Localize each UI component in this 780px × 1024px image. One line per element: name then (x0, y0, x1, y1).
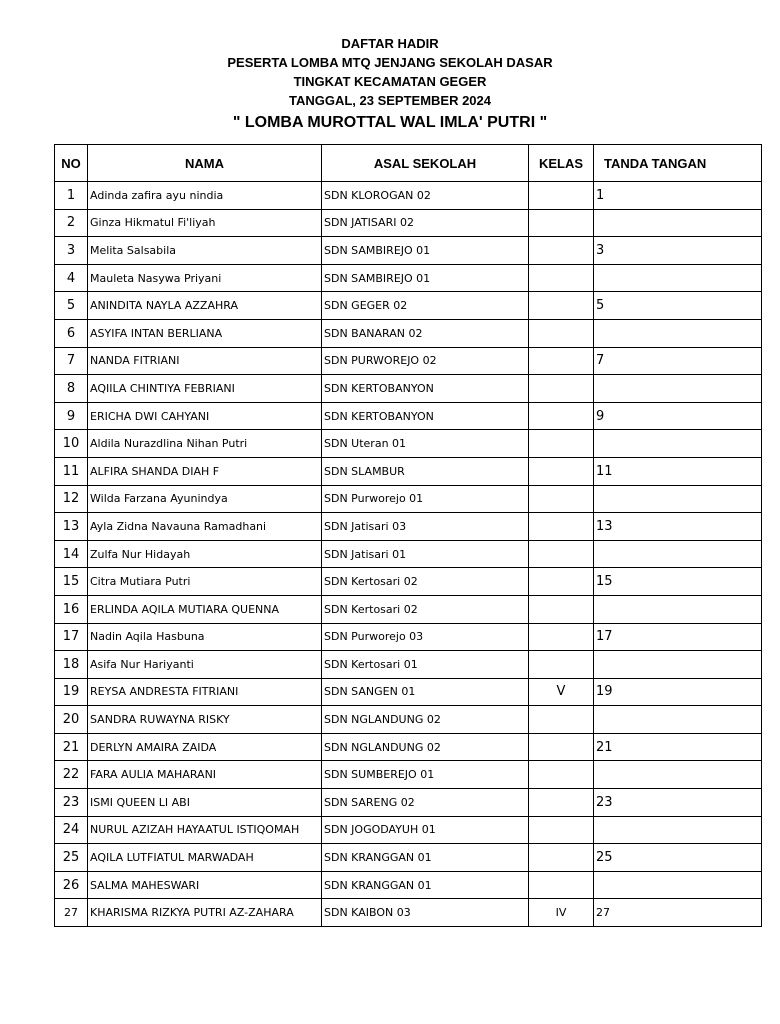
cell-asal-sekolah: SDN KRANGGAN 01 (322, 871, 529, 899)
cell-asal-sekolah: SDN JATISARI 02 (322, 209, 529, 237)
cell-kelas (529, 347, 594, 375)
cell-nama: ANINDITA NAYLA AZZAHRA (88, 292, 322, 320)
cell-no: 26 (55, 871, 88, 899)
cell-kelas (529, 816, 594, 844)
cell-no: 22 (55, 761, 88, 789)
table-row (55, 761, 762, 789)
cell-tanda-tangan (594, 871, 762, 899)
cell-nama: Adinda zafira ayu nindia (88, 182, 322, 210)
cell-no: 7 (55, 347, 88, 375)
cell-asal-sekolah: SDN Jatisari 03 (322, 513, 529, 541)
cell-tanda-tangan: 5 (594, 292, 762, 320)
cell-nama: Wilda Farzana Ayunindya (88, 485, 322, 513)
table-row (55, 706, 762, 734)
cell-kelas (529, 319, 594, 347)
cell-tanda-tangan: 17 (594, 623, 762, 651)
cell-kelas (529, 264, 594, 292)
cell-no: 21 (55, 733, 88, 761)
cell-tanda-tangan (594, 761, 762, 789)
cell-nama: Nadin Aqila Hasbuna (88, 623, 322, 651)
cell-nama: REYSA ANDRESTA FITRIANI (88, 678, 322, 706)
table-row (55, 430, 762, 458)
cell-asal-sekolah: SDN Purworejo 03 (322, 623, 529, 651)
cell-no: 5 (55, 292, 88, 320)
cell-no: 15 (55, 568, 88, 596)
attendance-table (54, 144, 762, 927)
cell-nama: ALFIRA SHANDA DIAH F (88, 457, 322, 485)
table-row (55, 264, 762, 292)
cell-tanda-tangan (594, 319, 762, 347)
cell-kelas (529, 375, 594, 403)
cell-asal-sekolah: SDN SANGEN 01 (322, 678, 529, 706)
cell-kelas (529, 540, 594, 568)
cell-asal-sekolah: SDN KLOROGAN 02 (322, 182, 529, 210)
cell-no: 18 (55, 651, 88, 679)
cell-no: 6 (55, 319, 88, 347)
cell-nama: ERLINDA AQILA MUTIARA QUENNA (88, 595, 322, 623)
cell-no: 17 (55, 623, 88, 651)
document-header (0, 34, 780, 134)
cell-asal-sekolah: SDN KRANGGAN 01 (322, 844, 529, 872)
cell-asal-sekolah: SDN SAMBIREJO 01 (322, 237, 529, 265)
table-row (55, 899, 762, 927)
cell-nama: KHARISMA RIZKYA PUTRI AZ-ZAHARA (88, 899, 322, 927)
cell-asal-sekolah: SDN Kertosari 02 (322, 595, 529, 623)
cell-no: 4 (55, 264, 88, 292)
cell-nama: ISMI QUEEN LI ABI (88, 789, 322, 817)
cell-nama: FARA AULIA MAHARANI (88, 761, 322, 789)
cell-no: 24 (55, 816, 88, 844)
table-row (55, 568, 762, 596)
cell-nama: Aldila Nurazdlina Nihan Putri (88, 430, 322, 458)
table-row (55, 651, 762, 679)
cell-nama: NURUL AZIZAH HAYAATUL ISTIQOMAH (88, 816, 322, 844)
table-row (55, 375, 762, 403)
cell-no: 20 (55, 706, 88, 734)
cell-nama: ASYIFA INTAN BERLIANA (88, 319, 322, 347)
cell-kelas (529, 485, 594, 513)
cell-kelas (529, 871, 594, 899)
cell-asal-sekolah: SDN Purworejo 01 (322, 485, 529, 513)
column-header-tanda-tangan: TANDA TANGAN (594, 145, 762, 182)
cell-asal-sekolah: SDN SUMBEREJO 01 (322, 761, 529, 789)
cell-kelas: V (529, 678, 594, 706)
table-row (55, 623, 762, 651)
cell-tanda-tangan (594, 651, 762, 679)
table-row (55, 457, 762, 485)
cell-no: 10 (55, 430, 88, 458)
cell-kelas (529, 430, 594, 458)
header-event: PESERTA LOMBA MTQ JENJANG SEKOLAH DASAR (227, 55, 553, 70)
cell-tanda-tangan: 9 (594, 402, 762, 430)
cell-tanda-tangan (594, 264, 762, 292)
cell-no: 11 (55, 457, 88, 485)
table-row (55, 789, 762, 817)
table-row (55, 678, 762, 706)
cell-kelas (529, 733, 594, 761)
cell-nama: AQIILA CHINTIYA FEBRIANI (88, 375, 322, 403)
cell-asal-sekolah: SDN GEGER 02 (322, 292, 529, 320)
cell-tanda-tangan (594, 540, 762, 568)
cell-no: 3 (55, 237, 88, 265)
table-row (55, 816, 762, 844)
cell-kelas (529, 292, 594, 320)
table-row (55, 347, 762, 375)
cell-kelas (529, 623, 594, 651)
column-header-kelas: KELAS (529, 145, 594, 182)
cell-tanda-tangan: 3 (594, 237, 762, 265)
cell-nama: AQILA LUTFIATUL MARWADAH (88, 844, 322, 872)
column-header-nama: NAMA (88, 145, 322, 182)
cell-asal-sekolah: SDN BANARAN 02 (322, 319, 529, 347)
column-header-asal-sekolah: ASAL SEKOLAH (322, 145, 529, 182)
cell-kelas (529, 651, 594, 679)
cell-asal-sekolah: SDN NGLANDUNG 02 (322, 733, 529, 761)
table-row (55, 733, 762, 761)
cell-nama: Ginza Hikmatul Fi'liyah (88, 209, 322, 237)
cell-kelas (529, 457, 594, 485)
cell-kelas (529, 182, 594, 210)
header-competition: " LOMBA MUROTTAL WAL IMLA' PUTRI " (232, 114, 548, 131)
cell-tanda-tangan (594, 816, 762, 844)
cell-nama: Melita Salsabila (88, 237, 322, 265)
table-row (55, 237, 762, 265)
table-row (55, 292, 762, 320)
table-row (55, 513, 762, 541)
table-row (55, 485, 762, 513)
cell-nama: Citra Mutiara Putri (88, 568, 322, 596)
cell-kelas (529, 209, 594, 237)
cell-tanda-tangan (594, 430, 762, 458)
cell-tanda-tangan: 7 (594, 347, 762, 375)
cell-no: 19 (55, 678, 88, 706)
cell-kelas (529, 568, 594, 596)
cell-tanda-tangan: 21 (594, 733, 762, 761)
cell-tanda-tangan: 23 (594, 789, 762, 817)
cell-tanda-tangan: 19 (594, 678, 762, 706)
cell-kelas (529, 844, 594, 872)
cell-tanda-tangan: 15 (594, 568, 762, 596)
cell-tanda-tangan (594, 706, 762, 734)
cell-asal-sekolah: SDN SLAMBUR (322, 457, 529, 485)
cell-tanda-tangan: 27 (594, 899, 762, 927)
cell-asal-sekolah: SDN SARENG 02 (322, 789, 529, 817)
cell-no: 14 (55, 540, 88, 568)
column-header-no: NO (55, 145, 88, 182)
cell-asal-sekolah: SDN JOGODAYUH 01 (322, 816, 529, 844)
table-row (55, 182, 762, 210)
header-title: DAFTAR HADIR (341, 36, 439, 51)
cell-tanda-tangan (594, 209, 762, 237)
cell-nama: Asifa Nur Hariyanti (88, 651, 322, 679)
cell-tanda-tangan (594, 375, 762, 403)
cell-no: 2 (55, 209, 88, 237)
cell-no: 12 (55, 485, 88, 513)
header-level: TINGKAT KECAMATAN GEGER (293, 74, 487, 89)
table-header-row (55, 145, 762, 182)
table-row (55, 844, 762, 872)
cell-kelas (529, 237, 594, 265)
attendance-sheet (54, 144, 707, 930)
cell-tanda-tangan (594, 485, 762, 513)
cell-kelas (529, 595, 594, 623)
cell-kelas (529, 761, 594, 789)
cell-nama: DERLYN AMAIRA ZAIDA (88, 733, 322, 761)
cell-no: 16 (55, 595, 88, 623)
cell-nama: SALMA MAHESWARI (88, 871, 322, 899)
cell-asal-sekolah: SDN Uteran 01 (322, 430, 529, 458)
cell-kelas (529, 402, 594, 430)
cell-nama: SANDRA RUWAYNA RISKY (88, 706, 322, 734)
cell-asal-sekolah: SDN PURWOREJO 02 (322, 347, 529, 375)
cell-asal-sekolah: SDN KERTOBANYON (322, 375, 529, 403)
cell-tanda-tangan: 11 (594, 457, 762, 485)
cell-kelas (529, 789, 594, 817)
cell-asal-sekolah: SDN NGLANDUNG 02 (322, 706, 529, 734)
cell-tanda-tangan: 13 (594, 513, 762, 541)
cell-asal-sekolah: SDN Kertosari 01 (322, 651, 529, 679)
header-date: TANGGAL, 23 SEPTEMBER 2024 (288, 93, 492, 108)
cell-nama: Ayla Zidna Navauna Ramadhani (88, 513, 322, 541)
cell-asal-sekolah: SDN SAMBIREJO 01 (322, 264, 529, 292)
cell-nama: NANDA FITRIANI (88, 347, 322, 375)
table-row (55, 540, 762, 568)
cell-asal-sekolah: SDN KERTOBANYON (322, 402, 529, 430)
cell-no: 23 (55, 789, 88, 817)
cell-no: 25 (55, 844, 88, 872)
cell-no: 27 (55, 899, 88, 927)
cell-asal-sekolah: SDN KAIBON 03 (322, 899, 529, 927)
cell-kelas (529, 706, 594, 734)
table-row (55, 595, 762, 623)
table-row (55, 871, 762, 899)
cell-tanda-tangan: 25 (594, 844, 762, 872)
cell-nama: ERICHA DWI CAHYANI (88, 402, 322, 430)
cell-kelas (529, 513, 594, 541)
cell-kelas: IV (529, 899, 594, 927)
table-row (55, 209, 762, 237)
cell-no: 13 (55, 513, 88, 541)
cell-no: 8 (55, 375, 88, 403)
table-row (55, 402, 762, 430)
cell-nama: Zulfa Nur Hidayah (88, 540, 322, 568)
table-body (55, 182, 762, 927)
cell-asal-sekolah: SDN Kertosari 02 (322, 568, 529, 596)
cell-tanda-tangan: 1 (594, 182, 762, 210)
cell-no: 1 (55, 182, 88, 210)
table-row (55, 319, 762, 347)
cell-nama: Mauleta Nasywa Priyani (88, 264, 322, 292)
cell-no: 9 (55, 402, 88, 430)
cell-asal-sekolah: SDN Jatisari 01 (322, 540, 529, 568)
cell-tanda-tangan (594, 595, 762, 623)
